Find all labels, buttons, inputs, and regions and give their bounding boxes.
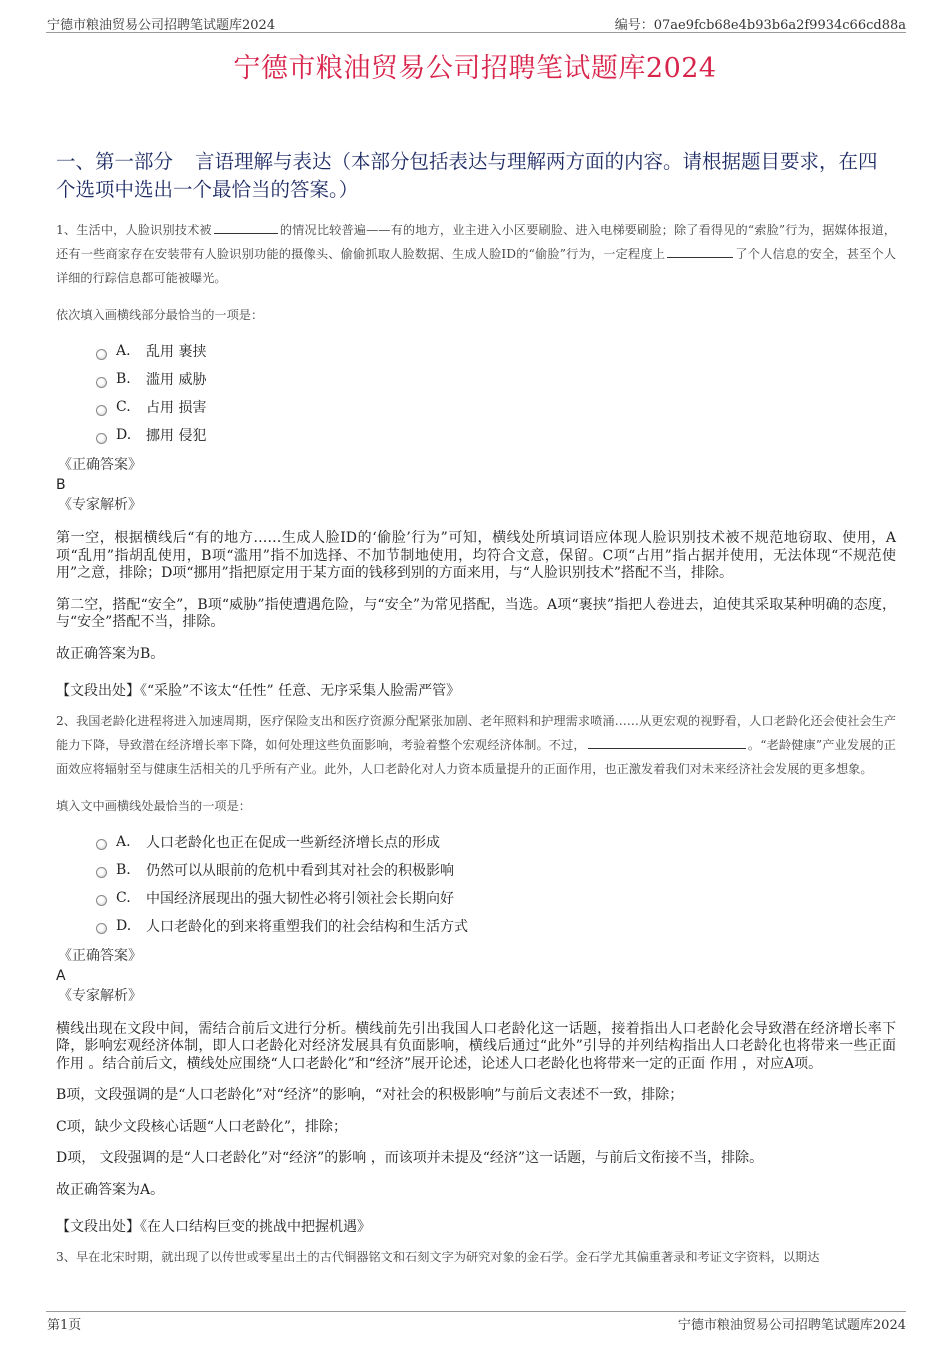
option-text: 人口老龄化也正在促成一些新经济增长点的形成 [146,834,440,851]
option-letter: A. [116,343,131,359]
fill-blank [667,244,733,258]
question-1-stem-part-b: 的情况比较普遍——有的地方，业主进入小区要刷脸、进入电梯要刷脸；除了看得见的“索脸”行为，据媒体报道，还有一些商家存在安装带有人脸识别功能的摄像头、偷偷抓取人脸数据、生成人脸ID的“偷脸”行为，一定程度上 [56,223,896,261]
option-text: 挪用 侵犯 [146,428,207,444]
correct-answer-value: A [56,967,66,984]
option-letter: B. [116,861,131,878]
header-document-number: 编号：07ae9fcb68e4b93b6a2f9934c66cd88a [614,18,906,33]
question-1-stem [56,218,896,290]
analysis-paragraph: 第二空，搭配“安全”，B项“威胁”指使遭遇危险，与“安全”为常见搭配，当选。A项“裹挟”指把人卷进去，迫使其采取某种明确的态度，与“安全”搭配不当，排除。 [56,596,896,630]
option-letter: B. [116,371,131,387]
analysis-conclusion: 故正确答案为B。 [56,645,165,662]
radio-icon[interactable] [96,867,107,878]
option-text: 占用 损害 [146,400,207,416]
document-title: 宁德市粮油贸易公司招聘笔试题库2024 [233,53,717,84]
analysis-paragraph: D项， 文段强调的是“人口老龄化”对“经济”的影响 ，而该项并未提及“经济”这一话题，与前后文衔接不当，排除。 [56,1150,764,1166]
option-b[interactable] [96,856,896,884]
footer-page-number: 第1页 [47,1318,82,1333]
option-letter: D. [116,427,132,443]
option-b[interactable] [96,365,896,393]
radio-icon[interactable] [96,377,107,388]
option-text: 中国经济展现出的强大韧性必将引领社会长期向好 [146,890,454,907]
analysis-conclusion: 故正确答案为A。 [56,1181,165,1198]
radio-icon[interactable] [96,895,107,906]
correct-answer-label: 《正确答案》 [58,457,142,473]
option-letter: D. [116,917,132,934]
question-1-stem-part-a: 1、生活中，人脸识别技术被 [56,223,212,237]
option-a[interactable] [96,337,896,365]
question-2-options [56,828,896,940]
footer-title: 宁德市粮油贸易公司招聘笔试题库2024 [677,1318,906,1333]
radio-icon[interactable] [96,433,107,444]
fill-blank [588,735,746,749]
analysis-paragraph: 第一空，根据横线后“有的地方……生成人脸ID的‘偷脸’行为”可知，横线处所填词语应体现人脸识别技术被不规范地窃取、使用，A项“乱用”指胡乱使用，B项“滥用”指不加选择、不加节制地使用，均符合文意，保留。C项“占用”指占据并使用，无法体现“不规范使用”之意，排除；D项“挪用”指把原定用于某方面的钱移到别的方面来用，与“人脸识别技术”搭配不当，排除。 [56,530,896,581]
option-text: 人口老龄化的到来将重塑我们的社会结构和生活方式 [146,918,468,935]
question-1-stem-part-c: 了个人信息的安全，甚至个人详细的行踪信息都可能被曝光。 [56,247,897,285]
question-2-stem-part-b: 。“老龄健康”产业发展的正面效应将辐射至与健康生活相关的几乎所有产业。此外，人口老龄化对人力资本质量提升的正面作用，也正激发着我们对未来经济社会发展的更多想象。 [56,737,896,776]
option-c[interactable] [96,393,896,421]
radio-icon[interactable] [96,349,107,360]
question-2-stem [56,709,896,781]
expert-analysis-label: 《专家解析》 [58,497,142,513]
option-c[interactable] [96,884,896,912]
option-a[interactable] [96,828,896,856]
question-1-instruction: 依次填入画横线部分最恰当的一项是： [56,308,264,322]
question-2-stem-part-a: 2、我国老龄化进程将进入加速周期，医疗保险支出和医疗资源分配紧张加剧、老年照料和护理需求喷涌……从更宏观的视野看，人口老龄化还会使社会生产能力下降，导致潜在经济增长率下降，如何处理这些负面影响，考验着整个宏观经济体制。不过， [56,713,896,752]
question-1-options [56,337,896,449]
analysis-paragraph: B项，文段强调的是“人口老龄化”对“经济”的影响，“对社会的积极影响”与前后文表述不一致，排除； [56,1087,684,1103]
source-citation: 【文段出处】《“采脸”不该太“任性” 任意、无序采集人脸需严管》 [56,683,461,699]
correct-answer-value: B [56,477,66,493]
radio-icon[interactable] [96,923,107,934]
question-content [56,218,896,1269]
radio-icon[interactable] [96,405,107,416]
option-letter: C. [116,889,131,906]
option-text: 乱用 裹挟 [146,344,207,360]
analysis-paragraph: 横线出现在文段中间，需结合前后文进行分析。横线前先引出我国人口老龄化这一话题，接着指出人口老龄化会导致潜在经济增长率下降，影响宏观经济体制，即人口老龄化对经济发展具有负面影响，横线后通过“此外”引导的并列结构指出人口老龄化也将带来一些正面 作用 。结合前后文，横线处应围绕“人口老龄化”和“经济”展开论述，论述人口老龄化也将带来一定的正面 作用 ，对应A项。 [56,1020,896,1072]
section-part: 一、第一部分 [56,150,174,173]
option-text: 滥用 威胁 [146,372,207,388]
option-d[interactable] [96,421,896,449]
section-heading [56,148,896,204]
question-2-instruction: 填入文中画横线处最恰当的一项是： [56,798,251,813]
correct-answer-label: 《正确答案》 [58,947,142,964]
expert-analysis-label: 《专家解析》 [58,987,142,1004]
radio-icon[interactable] [96,839,107,850]
option-letter: C. [116,399,131,415]
fill-blank [214,220,278,234]
header-left-title: 宁德市粮油贸易公司招聘笔试题库2024 [47,18,276,33]
analysis-paragraph: C项，缺少文段核心话题“人口老龄化”，排除； [56,1118,348,1135]
option-letter: A. [116,833,131,850]
option-text: 仍然可以从眼前的危机中看到其对社会的积极影响 [146,862,454,879]
section-description: 言语理解与表达（本部分包括表达与理解两方面的内容。请根据题目要求，在四个选项中选出一个最恰当的答案。） [56,150,878,201]
footer-divider [46,1311,906,1312]
question-3-stem: 3、早在北宋时期，就出现了以传世或零星出土的古代铜器铭文和石刻文字为研究对象的金石学。金石学尤其偏重著录和考证文字资料，以期达 [56,1249,820,1264]
source-citation: 【文段出处】《在人口结构巨变的挑战中把握机遇》 [56,1219,371,1235]
option-d[interactable] [96,912,896,940]
header-divider [46,32,906,33]
